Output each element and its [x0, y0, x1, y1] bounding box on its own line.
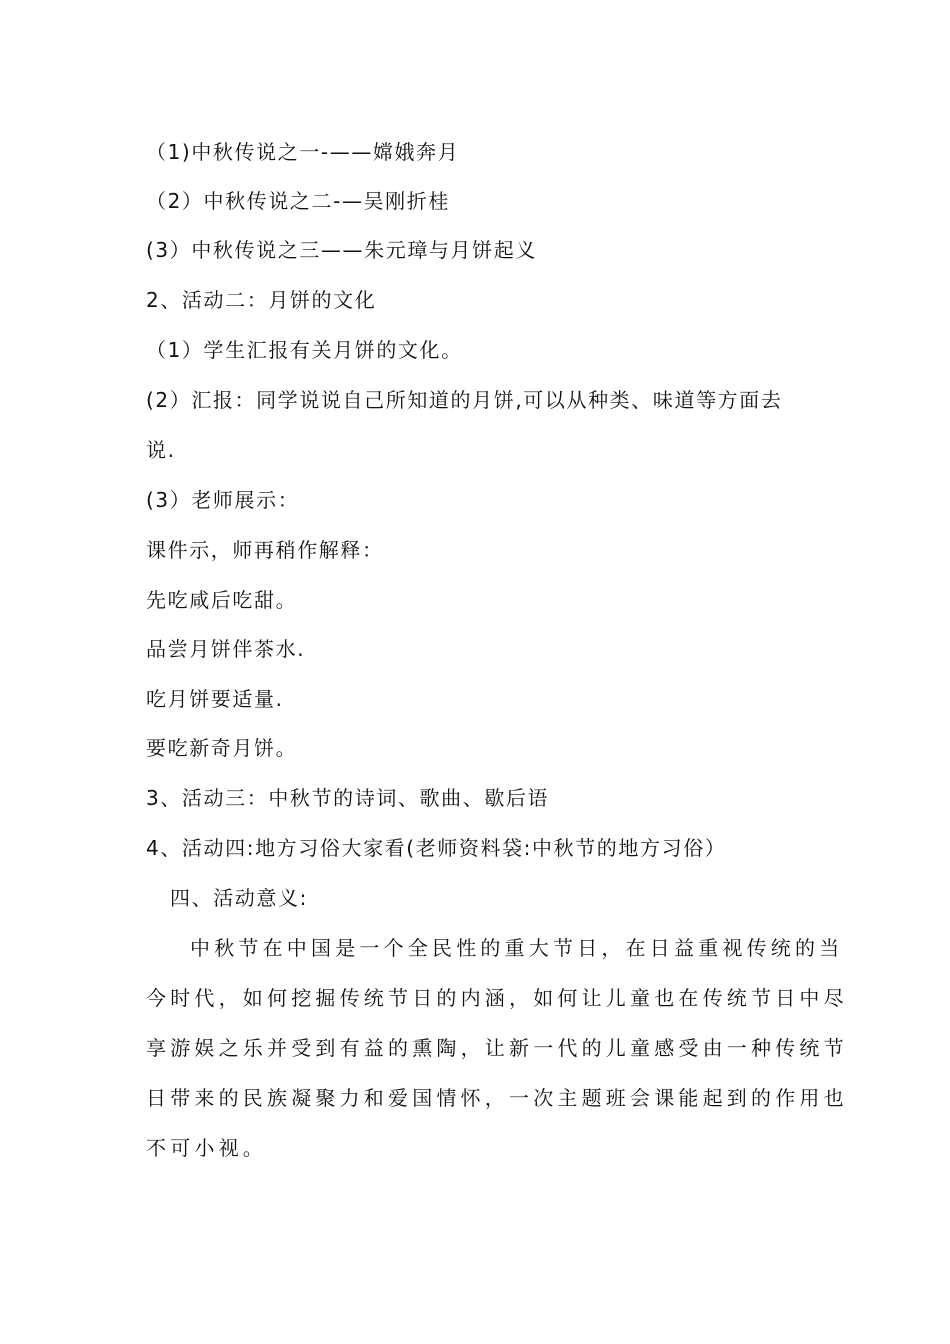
meaning-paragraph-line-3: 享游娱之乐并受到有益的熏陶，让新一代的儿童感受由一种传统节 — [146, 1036, 848, 1060]
activity-2-item-3: (3）老师展示： — [146, 488, 300, 512]
tip-1: 先吃咸后吃甜。 — [146, 588, 298, 612]
legend-item-3: (3）中秋传说之三——朱元璋与月饼起义 — [146, 238, 537, 262]
activity-2-item-1: （1）学生汇报有关月饼的文化。 — [146, 338, 463, 362]
activity-4-heading: 4、活动四:地方习俗大家看(老师资料袋:中秋节的地方习俗） — [146, 836, 727, 860]
tip-3: 吃月饼要适量. — [146, 687, 284, 711]
tip-2: 品尝月饼伴茶水. — [146, 637, 306, 661]
activity-3-heading: 3、活动三：中秋节的诗词、歌曲、歇后语 — [146, 786, 550, 810]
section-4-heading: 四、活动意义: — [170, 886, 308, 910]
activity-2-item-2: (2）汇报：同学说说自己所知道的月饼,可以从种类、味道等方面去 — [146, 388, 783, 412]
legend-item-1: （1)中秋传说之一-——嫦娥奔月 — [146, 140, 460, 164]
meaning-paragraph-line-2: 今时代，如何挖掘传统节日的内涵，如何让儿童也在传统节日中尽 — [146, 986, 848, 1010]
meaning-paragraph-line-4: 日带来的民族凝聚力和爱国情怀，一次主题班会课能起到的作用也 — [146, 1086, 848, 1110]
activity-2-item-2-cont: 说. — [146, 438, 176, 462]
meaning-paragraph-line-1: 中秋节在中国是一个全民性的重大节日，在日益重视传统的当 — [190, 936, 844, 960]
meaning-paragraph-line-5: 不可小视。 — [146, 1136, 267, 1160]
courseware-note: 课件示，师再稍作解释： — [146, 538, 384, 562]
legend-item-2: （2）中秋传说之二-—吴刚折桂 — [146, 189, 450, 213]
activity-2-heading: 2、活动二：月饼的文化 — [146, 288, 377, 312]
tip-4: 要吃新奇月饼。 — [146, 736, 298, 760]
